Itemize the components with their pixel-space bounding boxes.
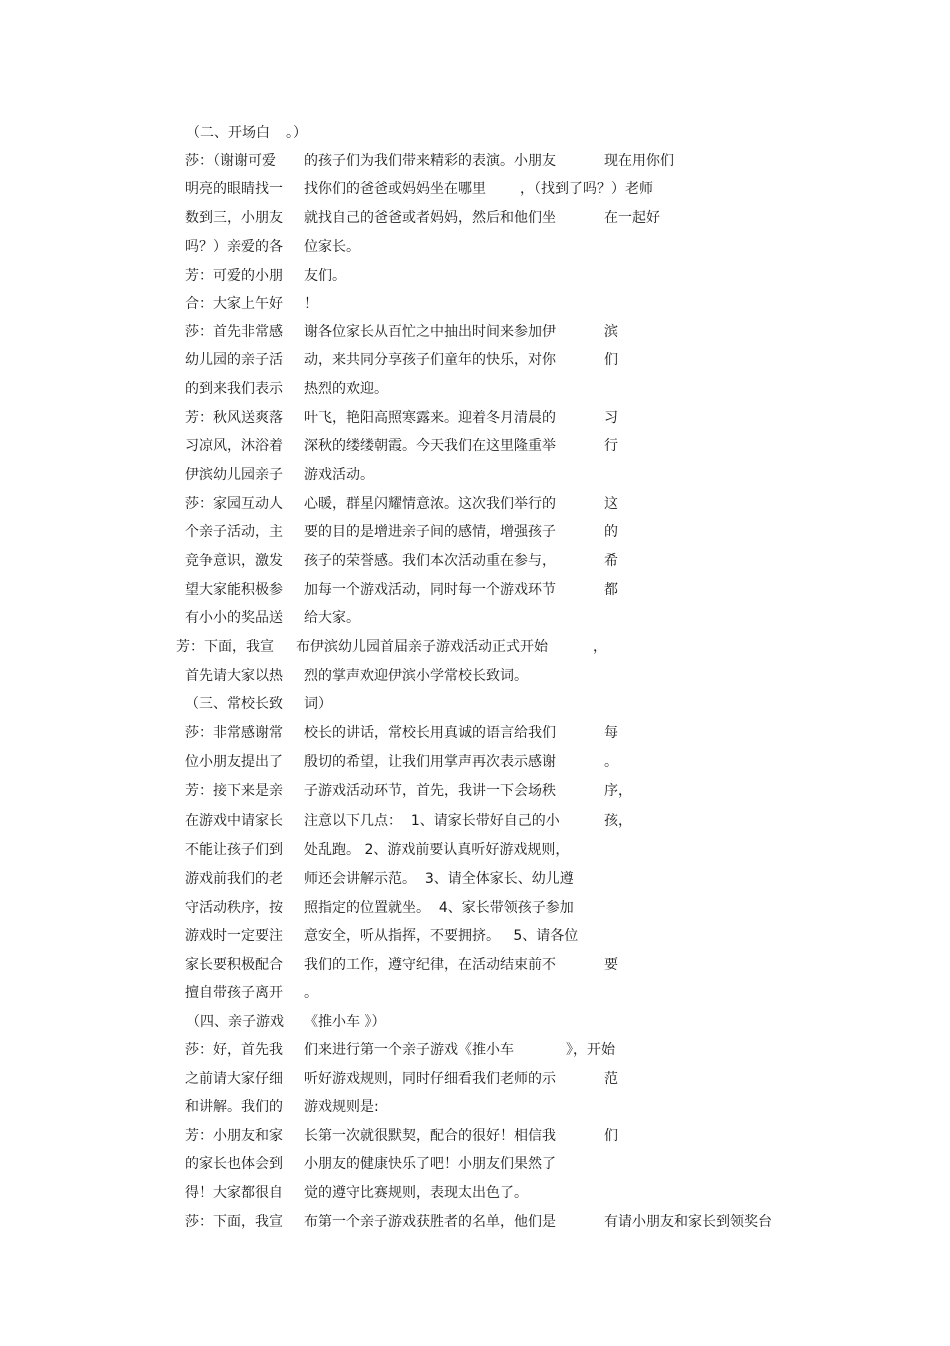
text-line <box>0 1154 950 1174</box>
text-segment: 守活动秩序，按 <box>185 900 283 916</box>
text-segment: 莎：首先非常感 <box>185 324 283 340</box>
text-segment: 莎：非常感谢常 <box>185 725 283 741</box>
text-segment: 长第一次就很默契，配合的很好！相信我 <box>304 1128 556 1144</box>
text-segment: 游戏时一定要注 <box>185 928 283 944</box>
text-segment: 们来进行第一个亲子游戏《推小车 <box>304 1042 514 1058</box>
text-segment: 意安全，听从指挥，不要拥挤。 5、请各位 <box>304 928 579 944</box>
text-segment: 校长的讲话，常校长用真诚的语言给我们 <box>304 725 556 741</box>
text-segment: 处乱跑。 2、游戏前要认真听好游戏规则， <box>304 842 570 858</box>
text-segment: 都 <box>604 582 618 598</box>
text-segment: 听好游戏规则，同时仔细看我们老师的示 <box>304 1071 556 1087</box>
text-segment: 在一起好 <box>604 210 660 226</box>
text-segment: （二、开场白 <box>186 125 270 141</box>
text-segment: 擅自带孩子离开 <box>185 985 283 1001</box>
text-segment: 望大家能积极参 <box>185 582 283 598</box>
text-line <box>0 723 950 743</box>
text-line <box>0 1126 950 1146</box>
text-segment: 习凉风，沐浴着 <box>185 438 283 454</box>
text-line <box>0 1012 950 1032</box>
text-segment: 们 <box>604 1128 618 1144</box>
text-line <box>0 322 950 342</box>
text-line <box>0 781 950 801</box>
text-segment: 这 <box>604 496 618 512</box>
text-segment: 觉的遵守比赛规则，表现太出色了。 <box>304 1185 528 1201</box>
text-segment: 我们的工作，遵守纪律，在活动结束前不 <box>304 957 556 973</box>
text-segment: 伊滨幼儿园亲子 <box>185 467 283 483</box>
text-segment: 芳：接下来是亲 <box>185 783 283 799</box>
text-segment: 芳：下面，我宣 <box>176 639 274 655</box>
text-line <box>0 694 950 714</box>
text-segment: 的家长也体会到 <box>185 1156 283 1172</box>
text-segment: 就找自己的爸爸或者妈妈，然后和他们坐 <box>304 210 556 226</box>
text-segment: 现在用你们 <box>604 153 674 169</box>
text-segment: 有请小朋友和家长到领奖台 <box>604 1214 772 1230</box>
text-line <box>0 1040 950 1060</box>
text-segment: ， <box>593 639 607 655</box>
text-segment: 。） <box>286 125 307 141</box>
text-segment: 有小小的奖品送 <box>185 610 283 626</box>
text-line <box>0 983 950 1003</box>
text-segment: 在游戏中请家长 <box>185 813 283 829</box>
text-segment: 叶飞，艳阳高照寒露来。迎着冬月清晨的 <box>304 410 556 426</box>
text-segment: 子游戏活动环节，首先，我讲一下会场秩 <box>304 783 556 799</box>
text-line <box>0 237 950 257</box>
text-segment: 小朋友的健康快乐了吧！小朋友们果然了 <box>304 1156 556 1172</box>
text-segment: 习 <box>604 410 618 426</box>
text-segment: 找你们的爸爸或妈妈坐在哪里 <box>304 181 486 197</box>
text-line <box>0 465 950 485</box>
text-segment: 竞争意识，激发 <box>185 553 283 569</box>
text-segment: 谢各位家长从百忙之中抽出时间来参加伊 <box>304 324 556 340</box>
text-line <box>0 898 950 918</box>
text-segment: 位小朋友提出了 <box>185 754 283 770</box>
text-segment: 动，来共同分享孩子们童年的快乐，对你 <box>304 352 556 368</box>
text-segment: 莎：（谢谢可爱 <box>185 153 276 169</box>
text-segment: 游戏活动。 <box>304 467 374 483</box>
text-segment: 莎：家园互动人 <box>185 496 283 512</box>
text-segment: 词） <box>304 696 332 712</box>
text-segment: 孩子的荣誉感。我们本次活动重在参与， <box>304 553 556 569</box>
text-segment: 布第一个亲子游戏获胜者的名单，他们是 <box>304 1214 556 1230</box>
text-line <box>0 379 950 399</box>
text-segment: 注意以下几点： 1、请家长带好自己的小 <box>304 813 560 829</box>
text-segment: 热烈的欢迎。 <box>304 381 388 397</box>
text-line <box>0 266 950 286</box>
text-segment: 芳：小朋友和家 <box>185 1128 283 1144</box>
text-segment: 要 <box>604 957 618 973</box>
text-line <box>0 408 950 428</box>
text-segment: 。 <box>304 985 318 1001</box>
text-segment: 。 <box>604 754 618 770</box>
text-segment: 位家长。 <box>304 239 360 255</box>
text-line <box>0 580 950 600</box>
text-segment: 孩， <box>604 813 632 829</box>
text-line <box>0 637 950 657</box>
text-segment: （三、常校长致 <box>185 696 283 712</box>
text-segment: 数到三，小朋友 <box>185 210 283 226</box>
text-line <box>0 294 950 314</box>
text-segment: 明亮的眼睛找一 <box>185 181 283 197</box>
text-segment: 不能让孩子们到 <box>185 842 283 858</box>
text-segment: 吗？）亲爱的各 <box>185 239 283 255</box>
text-segment: 《推小车 》） <box>304 1014 386 1030</box>
text-line <box>0 840 950 860</box>
text-segment: 范 <box>604 1071 618 1087</box>
text-segment: 友们。 <box>304 268 346 284</box>
text-segment: 要的目的是增进亲子间的感情，增强孩子 <box>304 524 556 540</box>
text-line <box>0 926 950 946</box>
text-segment: 游戏前我们的老 <box>185 871 283 887</box>
text-line <box>0 869 950 889</box>
text-line <box>0 666 950 686</box>
text-segment: 的 <box>604 524 618 540</box>
text-segment: 加每一个游戏活动，同时每一个游戏环节 <box>304 582 556 598</box>
text-line <box>0 1069 950 1089</box>
text-line <box>0 436 950 456</box>
text-segment: 照指定的位置就坐。 4、家长带领孩子参加 <box>304 900 574 916</box>
text-segment: 烈的掌声欢迎伊滨小学常校长致词。 <box>304 668 528 684</box>
text-line <box>0 151 950 171</box>
text-line <box>0 1183 950 1203</box>
text-segment: 每 <box>604 725 618 741</box>
text-segment: 合：大家上午好 <box>185 296 283 312</box>
text-segment: ，（找到了吗？）老师 <box>520 181 653 197</box>
text-segment: 得！大家都很自 <box>185 1185 283 1201</box>
text-segment: 个亲子活动，主 <box>185 524 283 540</box>
text-segment: ！ <box>304 296 318 312</box>
text-line <box>0 752 950 772</box>
text-line <box>0 608 950 628</box>
text-segment: 殷切的希望，让我们用掌声再次表示感谢 <box>304 754 556 770</box>
text-segment: 的到来我们表示 <box>185 381 283 397</box>
text-segment: 和讲解。我们的 <box>185 1099 283 1115</box>
text-segment: 芳：可爱的小朋 <box>185 268 283 284</box>
text-segment: 师还会讲解示范。 3、请全体家长、幼儿遵 <box>304 871 574 887</box>
text-segment: 序， <box>604 783 632 799</box>
text-segment: 的孩子们为我们带来精彩的表演。小朋友 <box>304 153 556 169</box>
text-segment: 家长要积极配合 <box>185 957 283 973</box>
text-segment: 希 <box>604 553 618 569</box>
text-segment: 莎：下面，我宣 <box>185 1214 283 1230</box>
text-segment: 布伊滨幼儿园首届亲子游戏活动正式开始 <box>296 639 548 655</box>
text-segment: 之前请大家仔细 <box>185 1071 283 1087</box>
text-segment: 》，开始 <box>566 1042 615 1058</box>
text-line <box>0 1097 950 1117</box>
text-segment: 心暖，群星闪耀情意浓。这次我们举行的 <box>304 496 556 512</box>
text-segment: 们 <box>604 352 618 368</box>
text-segment: 芳：秋风送爽落 <box>185 410 283 426</box>
text-segment: 游戏规则是: <box>304 1099 379 1115</box>
text-line <box>0 494 950 514</box>
text-segment: 深秋的缕缕朝霞。今天我们在这里隆重举 <box>304 438 556 454</box>
text-segment: 莎：好，首先我 <box>185 1042 283 1058</box>
text-line <box>0 955 950 975</box>
text-line <box>0 208 950 228</box>
text-segment: 幼儿园的亲子活 <box>185 352 283 368</box>
text-segment: 首先请大家以热 <box>185 668 283 684</box>
text-line <box>0 1212 950 1232</box>
text-line <box>0 179 950 199</box>
text-line <box>0 522 950 542</box>
text-segment: （四、亲子游戏 <box>186 1014 284 1030</box>
text-line <box>0 551 950 571</box>
text-segment: 给大家。 <box>304 610 360 626</box>
text-segment: 行 <box>604 438 618 454</box>
text-line <box>0 350 950 370</box>
text-line <box>0 811 950 831</box>
text-segment: 滨 <box>604 324 618 340</box>
text-line <box>0 123 950 143</box>
